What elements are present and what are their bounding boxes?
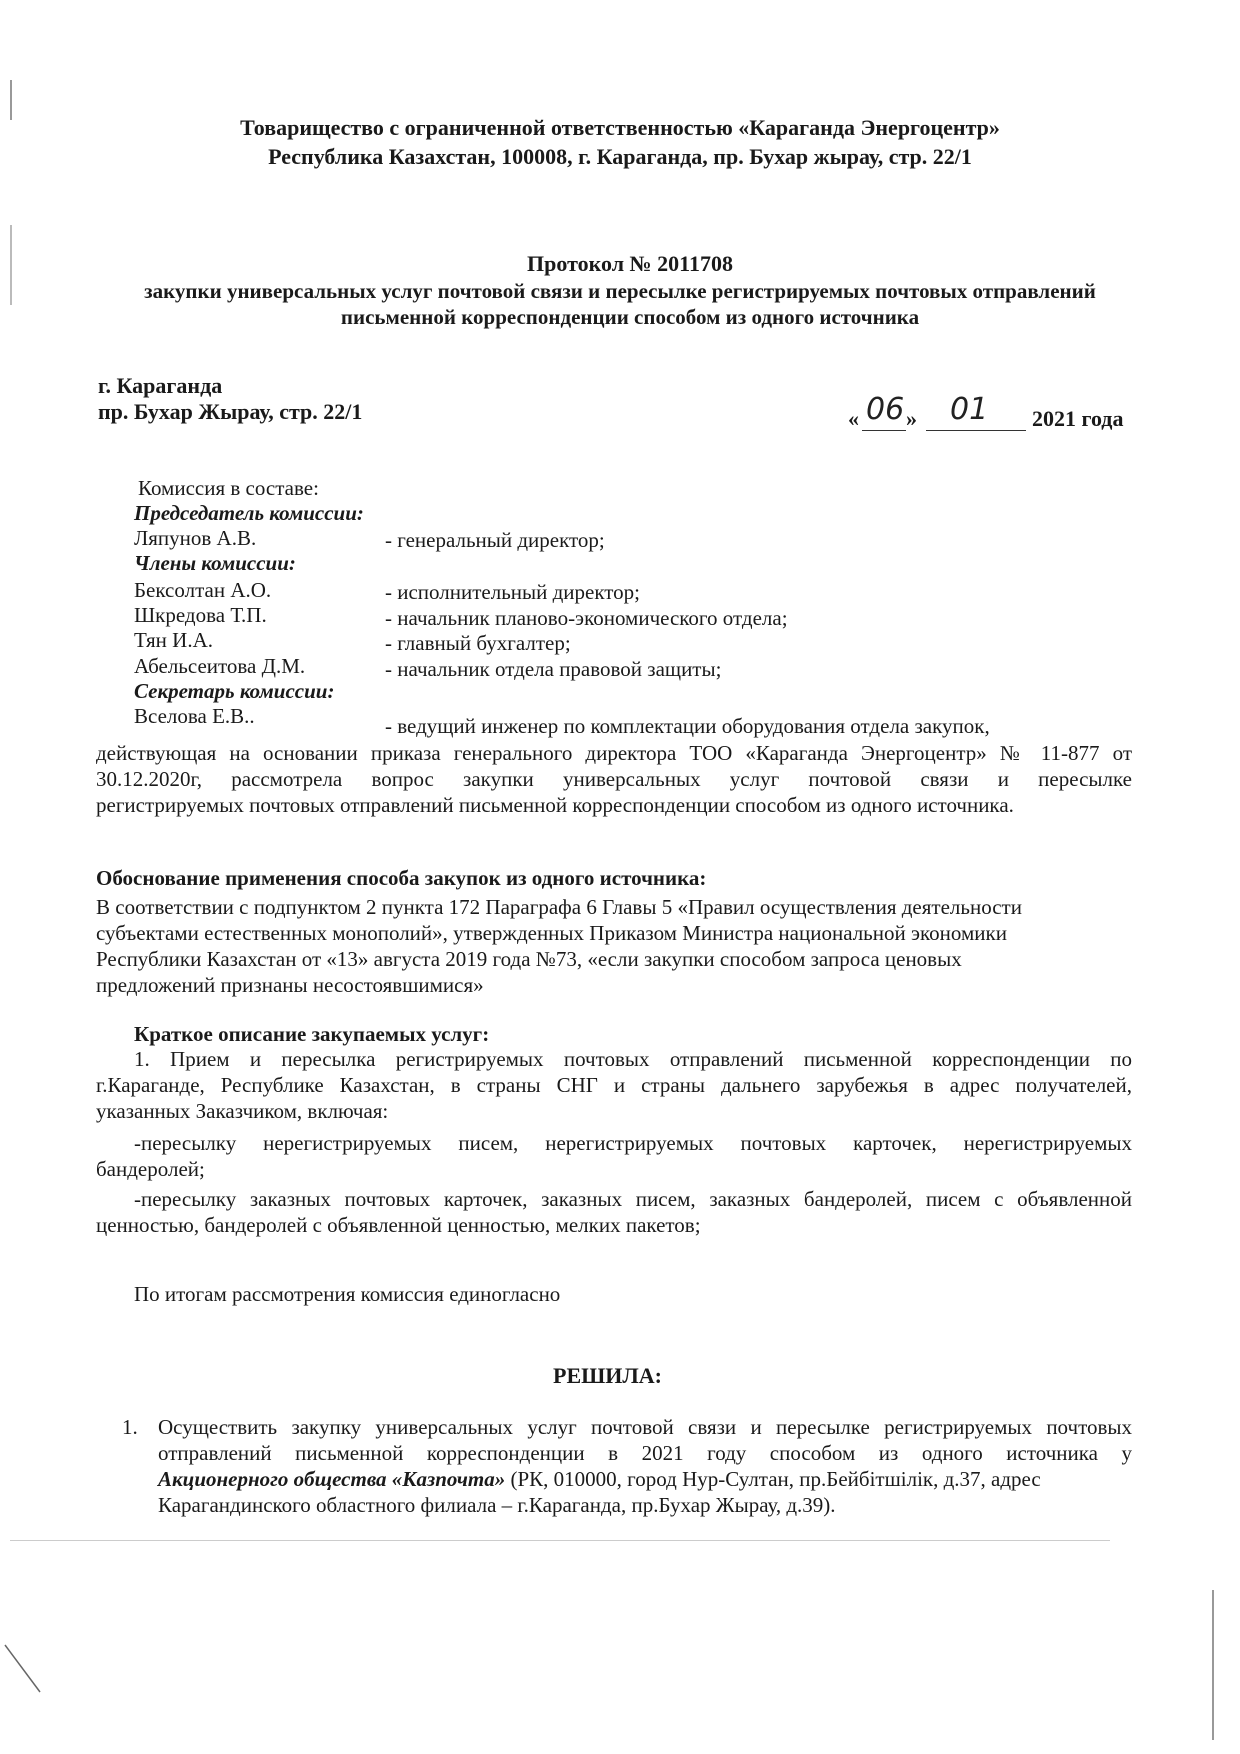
member-role: - исполнительный директор; — [385, 580, 641, 604]
month-underline — [926, 430, 1026, 431]
company-name: Акционерного общества «Казпочта» — [158, 1467, 506, 1491]
protocol-subtitle-line2: письменной корреспонденции способом из одного источника — [340, 305, 920, 329]
date-year: 2021 года — [1032, 406, 1124, 431]
commission-basis-line3: регистрируемых почтовых отправлений письменной корреспонденции способом из одного источника. — [96, 793, 1014, 817]
date-close-quote: » — [906, 406, 917, 431]
member-role: - начальник планово-экономического отдела; — [385, 606, 788, 630]
services-item1-line2: г.Караганде, Республике Казахстан, в страны СНГ и страны дальнего зарубежья в адрес получателей, — [96, 1073, 1132, 1097]
result-intro: По итогам рассмотрения комиссия единогласно — [134, 1282, 561, 1306]
decision-line1: Осуществить закупку универсальных услуг почтовой связи и пересылке регистрируемых почтовых — [158, 1415, 1132, 1439]
member-name: Бексолтан А.О. — [134, 578, 272, 602]
scan-artifact-bottom-line — [10, 1540, 1110, 1541]
company-address: (РК, 010000, город Нур-Султан, пр.Бейбітшілік, д.37, адрес — [505, 1467, 1041, 1491]
date-open-quote: « — [848, 406, 859, 431]
member-name: Шкредова Т.П. — [134, 603, 267, 627]
commission-basis-line2: 30.12.2020г, рассмотрела вопрос закупки универсальных услуг почтовой связи и пересылке — [96, 767, 1132, 791]
scan-artifact-right — [1212, 1590, 1214, 1740]
commission-basis-line1: действующая на основании приказа генерального директора ТОО «Караганда Энергоцентр» № 11-877 от — [96, 741, 1132, 765]
members-heading: Члены комиссии: — [134, 551, 296, 575]
services-sub2-line1: -пересылку заказных почтовых карточек, заказных писем, заказных бандеролей, писем с объявленной — [134, 1187, 1132, 1211]
secretary-heading: Секретарь комиссии: — [134, 679, 335, 703]
org-address: Республика Казахстан, 100008, г. Караганда, пр. Бухар жырау, стр. 22/1 — [268, 144, 972, 169]
decided-heading: РЕШИЛА: — [553, 1363, 662, 1388]
services-heading: Краткое описание закупаемых услуг: — [134, 1022, 490, 1046]
justification-line4: предложений признаны несостоявшимися» — [96, 973, 484, 997]
protocol-date — [848, 392, 1138, 432]
services-sub1-line2: бандеролей; — [96, 1157, 205, 1181]
chair-role: - генеральный директор; — [385, 528, 605, 552]
justification-line3: Республики Казахстан от «13» августа 2019 года №73, «если закупки способом запроса ценовых — [96, 947, 962, 971]
member-role: - главный бухгалтер; — [385, 631, 571, 655]
justification-line2: субъектами естественных монополий», утвержденных Приказом Министра национальной экономики — [96, 921, 1007, 945]
secretary-role: - ведущий инженер по комплектации оборудования отдела закупок, — [385, 714, 990, 738]
member-role: - начальник отдела правовой защиты; — [385, 657, 722, 681]
city: г. Караганда — [98, 373, 223, 398]
decision-number: 1. — [122, 1415, 138, 1439]
decision-line4: Карагандинского областного филиала – г.Караганда, пр.Бухар Жырау, д.39). — [158, 1493, 836, 1517]
services-sub1-line1: -пересылку нерегистрируемых писем, нерегистрируемых почтовых карточек, нерегистрируемых — [134, 1131, 1132, 1155]
protocol-title: Протокол № 2011708 — [527, 251, 733, 276]
services-item1-line1: 1. Прием и пересылка регистрируемых почтовых отправлений письменной корреспонденции по — [134, 1047, 1132, 1071]
secretary-name: Вселова Е.В.. — [134, 704, 255, 728]
justification-line1: В соответствии с подпунктом 2 пункта 172 Параграфа 6 Главы 5 «Правил осуществления деятельности — [96, 895, 1022, 919]
services-sub2-line2: ценностью, бандеролей с объявленной ценностью, мелких пакетов; — [96, 1213, 701, 1237]
date-day-handwritten: 06 — [866, 392, 905, 427]
org-name: Товарищество с ограниченной ответственностью «Караганда Энергоцентр» — [240, 115, 1000, 140]
street-address: пр. Бухар Жырау, стр. 22/1 — [98, 399, 363, 424]
scan-artifact-stroke — [0, 1640, 50, 1700]
justification-heading: Обоснование применения способа закупок из одного источника: — [96, 866, 707, 890]
member-name: Абельсеитова Д.М. — [134, 654, 306, 678]
protocol-subtitle-line1: закупки универсальных услуг почтовой связи и пересылке регистрируемых почтовых отправлений — [144, 279, 1096, 303]
date-month-handwritten: 01 — [950, 392, 989, 427]
day-underline — [862, 430, 906, 431]
decision-line2: отправлений письменной корреспонденции в 2021 году способом из одного источника у — [158, 1441, 1132, 1465]
member-name: Тян И.А. — [134, 628, 214, 652]
services-item1-line3: указанных Заказчиком, включая: — [96, 1099, 389, 1123]
commission-intro: Комиссия в составе: — [138, 476, 319, 500]
decision-line3 — [158, 1466, 1041, 1492]
chair-heading: Председатель комиссии: — [134, 501, 364, 525]
chair-name: Ляпунов А.В. — [134, 526, 257, 550]
